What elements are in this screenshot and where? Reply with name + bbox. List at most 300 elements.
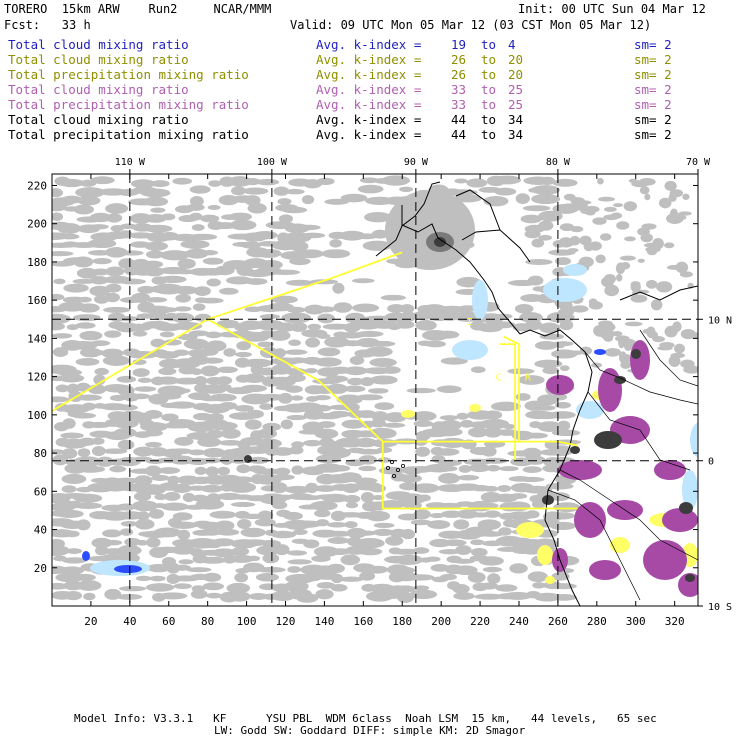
y-tick-label: 220 [27,179,47,193]
cloud-blob [161,213,175,220]
legend-from-value: 26 [451,67,467,82]
region-label: I [466,317,473,329]
cloud-blob [173,350,189,356]
highest-k-patch [570,446,580,454]
cloud-blob [283,512,303,520]
cloud-blob [53,278,65,284]
cloud-blob [359,571,375,580]
legend-kindex-label: Avg. k-index = [316,127,422,142]
field-layer [42,175,710,606]
cloud-blob [46,203,66,211]
high-k-patch [558,460,602,480]
cloud-blob [94,368,109,375]
cloud-blob [381,295,406,301]
low-cloud-core [82,551,90,561]
high-k-patch [574,502,606,538]
cloud-blob [589,241,602,250]
cloud-blob [613,203,623,207]
cloud-blob [592,217,606,224]
cloud-blob [158,393,181,400]
longitude-label: 80 W [545,157,570,168]
cloud-blob [77,196,100,205]
cloud-blob [285,189,305,194]
x-tick-label: 160 [353,615,374,628]
cloud-blob [310,501,338,511]
cloud-blob [74,205,94,215]
cloud-blob [271,474,295,480]
legend-from-value: 33 [451,82,467,97]
cloud-blob [611,213,623,219]
cloud-blob [288,340,301,346]
cloud-blob [318,421,336,428]
cloud-blob [73,314,100,321]
cloud-blob [509,563,527,573]
cloud-blob [88,384,106,394]
cloud-blob [202,358,224,364]
cloud-blob [73,574,96,581]
legend-to-value: 20 [508,52,524,67]
cloud-blob [318,347,341,356]
cloud-blob [202,250,218,255]
legend-kindex-label: Avg. k-index = [316,112,422,127]
cloud-blob [471,366,486,373]
cloud-blob [570,236,581,246]
cloud-blob [186,204,204,211]
cloud-blob [491,402,521,412]
cloud-blob [555,257,571,265]
cloud-blob [340,554,360,565]
x-tick-label: 320 [664,615,685,628]
cloud-blob [207,430,223,439]
cloud-blob [620,256,636,261]
cloud-blob [616,263,625,275]
cloud-blob [245,419,262,429]
cloud-blob [53,347,68,357]
cloud-blob [281,312,311,323]
cloud-blob [132,368,149,377]
cloud-blob [356,394,383,400]
cloud-blob [121,521,137,527]
cloud-blob [172,178,192,185]
cloud-blob [202,347,219,356]
cloud-blob [600,233,611,240]
cloud-blob [150,208,165,213]
galapagos-island [401,464,404,467]
cloud-blob [141,189,171,198]
x-tick-label: 120 [275,615,296,628]
cloud-blob [118,316,139,321]
cloud-blob [605,348,621,357]
cloud-blob [518,375,545,385]
cloud-blob [223,348,236,357]
cloud-blob [237,519,251,529]
cloud-blob [158,592,187,599]
legend-kindex-label: Avg. k-index = [316,37,422,52]
cloud-blob [652,336,665,342]
cloud-blob [282,207,308,213]
cloud-blob [437,385,462,393]
cloud-blob [664,242,674,248]
highest-k-patch [244,455,252,463]
cloud-blob [515,304,534,313]
cloud-blob [102,448,127,454]
cloud-blob [203,573,221,582]
cloud-blob [305,338,320,348]
cloud-blob [503,424,515,429]
cloud-blob [625,322,643,327]
longitude-label: 70 W [685,157,711,168]
cloud-blob [106,284,122,293]
x-tick-label: 240 [509,615,529,628]
cloud-blob [277,198,291,205]
legend-smoothing: sm= 2 [634,97,672,112]
cloud-blob [315,589,333,599]
y-tick-label: 160 [27,294,47,308]
cloud-blob [287,559,311,564]
cloud-blob [48,294,64,300]
cloud-blob [604,285,619,297]
cloud-blob [169,401,196,408]
cloud-blob [383,423,406,428]
cloud-blob [305,368,317,373]
cloud-blob [191,590,208,599]
cloud-blob [194,286,211,296]
cloud-blob [525,230,541,239]
cloud-blob [457,475,479,481]
cloud-blob [567,248,578,252]
cloud-blob [550,594,577,601]
cloud-blob [195,499,224,509]
cloud-blob [208,205,221,210]
cloud-blob [624,201,637,211]
cloud-blob [637,228,650,236]
cloud-blob [291,395,303,400]
latitude-label: 10 S [708,602,733,613]
legend-smoothing: sm= 2 [634,52,672,67]
mid-k-patch [545,576,555,584]
cloud-blob [287,374,306,382]
cloud-blob [667,265,682,270]
cloud-blob [682,194,689,200]
init-time: Init: 00 UTC Sun 04 Mar 12 [518,2,706,16]
cloud-blob [234,573,248,583]
legend-to-word: to [481,52,497,67]
cloud-blob [454,178,467,183]
cloud-blob [136,511,150,520]
cloud-blob [134,386,156,392]
cloud-blob [401,529,415,539]
cloud-blob [455,545,472,555]
cloud-blob [638,259,645,263]
region-label: C [495,372,502,384]
cloud-blob [317,178,335,185]
cloud-blob [153,528,181,538]
cloud-blob [170,521,197,528]
cloud-blob [555,402,571,409]
cloud-blob [241,385,267,392]
cloud-blob [172,388,191,394]
cloud-blob [217,376,233,384]
cloud-blob [589,298,598,305]
cloud-blob [659,198,672,209]
cloud-blob [344,386,366,393]
cloud-blob [60,432,84,438]
cloud-blob [557,421,570,431]
cloud-blob [466,178,487,187]
x-tick-label: 140 [314,615,335,628]
legend-from-value: 19 [451,37,467,52]
cloud-blob [381,175,410,185]
cloud-blob [216,529,240,536]
cloud-blob [344,495,361,503]
cloud-blob [369,358,396,367]
cloud-blob [374,523,395,528]
cloud-blob [256,179,279,185]
cloud-blob [604,274,616,284]
cloud-blob [113,419,139,429]
cloud-blob [241,528,266,538]
region-label: R [524,372,531,384]
cloud-blob [549,411,576,419]
cloud-blob [137,313,157,318]
cloud-blob [470,539,484,545]
cloud-blob [278,393,292,404]
cloud-blob [550,512,575,519]
cloud-blob [119,279,146,285]
cloud-blob [453,592,474,600]
low-cloud [563,264,587,276]
cloud-blob [370,375,398,384]
y-tick-label: 80 [33,447,47,461]
cloud-blob [368,341,396,347]
cloud-blob [217,467,230,476]
cloud-blob [109,466,126,473]
mid-k-patch [610,537,630,553]
cloud-blob [528,571,548,582]
cloud-blob [133,331,148,337]
cloud-blob [175,306,192,311]
cloud-blob [302,195,314,204]
low-cloud-core [594,349,606,355]
cloud-blob [376,447,392,453]
legend-label: Total precipitation mixing ratio [8,67,249,82]
cloud-blob [314,395,331,400]
cloud-blob [104,540,122,546]
x-tick-label: 220 [470,615,491,628]
cloud-blob [79,331,102,341]
cloud-blob [66,548,82,554]
cloud-blob [415,447,430,457]
cloud-blob [118,440,135,450]
cloud-blob [262,553,279,563]
cloud-blob [531,185,560,195]
y-tick-label: 20 [33,561,47,575]
cloud-blob [59,374,85,383]
cloud-blob [630,295,647,303]
cloud-blob [677,215,687,220]
legend-to-value: 34 [508,112,524,127]
cloud-blob [102,529,122,537]
cloud-blob [495,584,517,591]
cloud-blob [378,457,391,463]
cloud-blob [115,404,138,410]
legend-to-word: to [481,127,497,142]
cloud-blob [145,297,167,302]
cloud-blob [285,385,303,393]
cloud-blob [314,357,342,366]
cloud-blob [407,388,436,393]
cloud-blob [52,455,67,466]
cloud-blob [535,405,556,411]
cloud-blob [135,519,155,530]
cloud-blob [441,466,457,471]
legend-from-value: 33 [451,97,467,112]
cloud-blob [52,333,72,338]
cloud-blob [506,501,530,511]
cloud-blob [77,580,102,591]
legend-to-value: 34 [508,127,524,142]
mid-k-patch [469,404,481,412]
cloud-blob [103,307,130,313]
legend-label: Total cloud mixing ratio [8,82,189,97]
mid-k-patch [516,522,544,538]
cloud-blob [228,591,250,601]
y-tick-label: 180 [27,255,47,269]
cloud-blob [453,584,470,594]
cloud-blob [90,340,110,346]
cloud-blob [63,284,88,293]
cloud-blob [151,180,170,187]
cloud-blob [591,363,602,368]
cloud-blob [290,322,307,332]
legend-label: Total cloud mixing ratio [8,112,189,127]
cloud-blob [644,194,650,201]
cloud-blob [395,555,423,565]
cloud-blob [482,446,497,457]
cloud-blob [370,439,398,447]
cloud-blob [195,467,207,475]
cloud-blob [144,242,168,251]
cloud-blob [219,288,239,295]
cloud-blob [136,576,152,581]
cloud-blob [203,258,224,265]
cloud-blob [247,556,260,561]
highest-k-patch [594,431,622,449]
cloud-blob [281,419,293,429]
cloud-blob [540,334,564,340]
legend-label: Total cloud mixing ratio [8,37,189,52]
high-k-patch [546,375,574,395]
mid-k-patch [537,545,553,565]
cloud-blob [121,250,144,255]
cloud-blob [624,236,636,241]
cloud-blob [407,574,435,580]
legend-smoothing: sm= 2 [634,127,672,142]
cloud-blob [158,467,180,474]
cloud-blob [60,234,80,240]
cloud-blob [656,281,672,292]
cloud-blob [440,574,457,580]
x-tick-label: 280 [586,615,607,628]
cloud-blob [257,429,277,439]
cloud-blob [180,240,209,249]
cloud-blob [316,455,341,464]
cloud-blob [624,342,632,351]
cloud-blob [46,322,65,330]
cloud-blob [368,388,389,394]
cloud-blob [358,185,384,194]
x-tick-label: 40 [123,615,137,628]
cloud-blob [550,522,576,530]
cloud-blob [528,276,544,286]
cloud-blob [160,331,175,337]
cloud-blob [426,557,441,562]
cloud-blob [301,233,326,239]
cloud-blob [284,349,307,354]
cloud-blob [83,593,95,600]
legend-from-value: 44 [451,112,467,127]
cloud-blob [328,411,350,418]
cloud-blob [585,210,595,216]
cloud-blob [190,185,211,193]
high-k-patch [643,540,687,580]
legend-kindex-label: Avg. k-index = [316,97,422,112]
cloud-blob [351,530,377,535]
cloud-blob [173,583,191,589]
cloud-blob [201,365,220,376]
cloud-blob [49,188,63,197]
legend-to-word: to [481,67,497,82]
cloud-blob [62,485,77,492]
cloud-blob [186,567,211,572]
cloud-blob [287,566,301,573]
cloud-blob [76,466,105,473]
x-tick-label: 300 [625,615,646,628]
cloud-blob [149,576,165,582]
cloud-blob [144,261,164,268]
cloud-blob [252,231,278,239]
legend-from-value: 44 [451,127,467,142]
cloud-blob [385,536,403,546]
legend-smoothing: sm= 2 [634,82,672,97]
cloud-blob [646,280,657,289]
low-cloud [472,280,488,320]
cloud-blob [271,531,297,538]
cloud-blob [415,320,437,331]
model-title: TORERO 15km ARW Run2 NCAR/MMM [4,2,272,16]
cloud-blob [114,428,137,438]
latitude-label: 0 [708,456,715,468]
cloud-blob [435,448,460,456]
highest-k-patch [685,574,695,582]
cloud-blob [117,376,136,383]
cloud-blob [484,486,499,492]
cloud-blob [341,194,368,203]
cloud-blob [271,482,287,493]
cloud-blob [624,354,631,363]
cloud-blob [260,314,280,319]
cloud-blob [314,429,338,439]
cloud-blob [171,313,194,323]
cloud-blob [144,430,163,437]
cloud-blob [76,358,100,366]
cloud-blob [45,396,69,402]
cloud-blob [64,591,82,600]
x-tick-label: 80 [201,615,215,628]
cloud-blob [567,351,584,356]
cloud-blob [438,473,460,484]
cloud-blob [440,415,459,420]
